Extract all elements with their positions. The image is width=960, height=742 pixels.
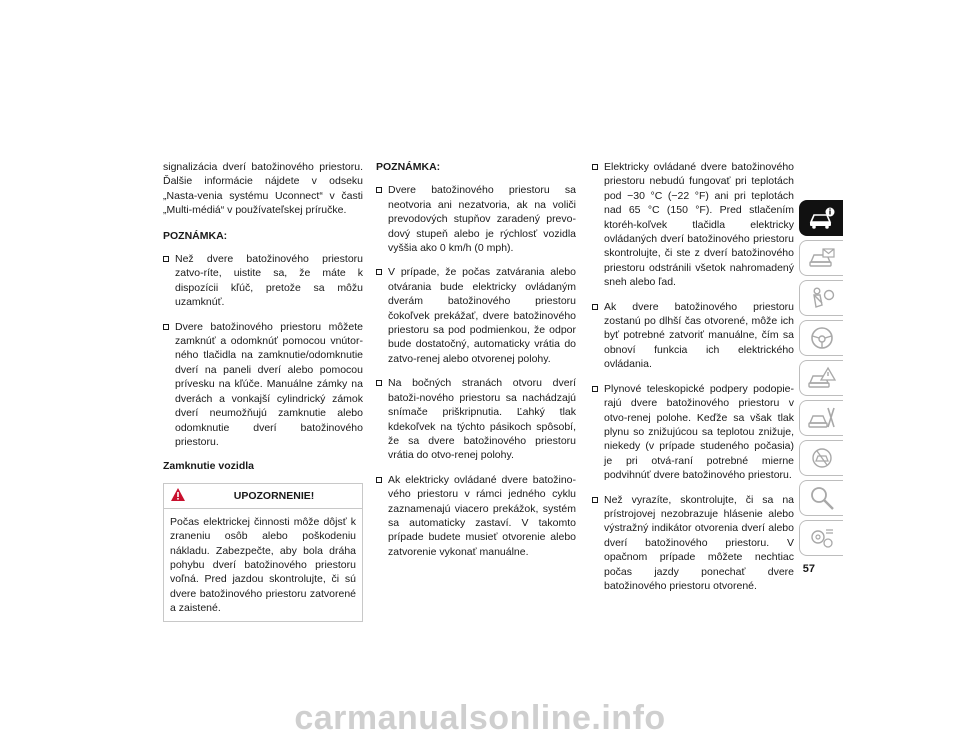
note-heading: POZNÁMKA: [376, 161, 441, 173]
intro-paragraph: signalizácia dverí batožinového priestoru. Ďalšie informácie nájdete v odseku „Nasta-venia systému Uconnect“ v časti „Multi-médiá“ v používateľskej príručke. [163, 161, 363, 217]
column-3 [592, 160, 794, 603]
column-1 [163, 160, 363, 622]
checkbox-bullet-icon [163, 256, 169, 262]
checkbox-bullet-icon [163, 324, 169, 330]
tab-car-tools[interactable] [799, 400, 843, 436]
list-item: Než vyrazíte, skontrolujte, či sa na prístrojovej nezobrazuje hlásenie alebo výstražný indikátor otvorenia dverí alebo dverí batožinového priestoru. V opačnom prípade môžete nechtiac počas jazdy ponechať dvere batožinového priestoru otvorené. [592, 493, 794, 594]
tab-steering-wheel[interactable] [799, 320, 843, 356]
tab-seatbelt-airbag[interactable] [799, 280, 843, 316]
warning-triangle-icon [170, 487, 186, 502]
tab-car-warning[interactable] [799, 360, 843, 396]
note-heading: POZNÁMKA: [163, 229, 228, 242]
list-item: Dvere batožinového priestoru sa neotvoria ani nezatvoria, ak na voliči prevodových stupňov zaradený prevo-dový stupeň alebo je rýchlosť vozidla vyššia ako 0 km/h (0 mph). [376, 183, 576, 255]
settings-index-icon [808, 525, 836, 551]
warning-body: Počas elektrickej činnosti môže dôjsť k zraneniu osôb alebo poškodeniu nákladu. Zabezpečte, aby bola dráha pohybu dverí batožinového priestoru voľná. Pred jazdou skontrolujte, či sú dvere batožinového priestoru zatvorené a zaistené. [170, 515, 356, 615]
list-item: Plynové teleskopické podpery podopie-rajú dvere batožinového priestoru v otvo-renej polohe. Keďže sa však tlak plynu so znižujúcou sa teplotou znižuje, niekedy (v prípade studeného počasia) je pri otvá-raní potrebné mierne podvihnúť dvere batožinového priestoru. [592, 382, 794, 483]
tab-car-service[interactable] [799, 440, 843, 476]
checkbox-bullet-icon [592, 386, 598, 392]
car-service-icon [808, 445, 836, 471]
watermark: carmanualsonline.info [294, 699, 666, 737]
list-item: V prípade, že počas zatvárania alebo otvárania bude elektricky ovládaným dverám batožinového priestoru čokoľvek prekážať, dvere batožinového priestoru sa pod podmienkou, že odpor bude dostatočný, automaticky vrátia do zatvo-renej alebo otvorenej polohy. [376, 265, 576, 366]
checkbox-bullet-icon [376, 477, 382, 483]
list-item: Ak dvere batožinového priestoru zostanú po dlhší čas otvorené, môže ich byť potrebné zatvoriť manuálne, čím sa obnoví funkcia ich elektrického ovládania. [592, 300, 794, 372]
checkbox-bullet-icon [376, 269, 382, 275]
car-info-icon [808, 205, 836, 231]
tab-car-mail[interactable] [799, 240, 843, 276]
tab-settings-index[interactable] [799, 520, 843, 556]
car-tools-icon [808, 405, 836, 431]
list-item: Ak elektricky ovládané dvere batožino-vého priestoru v rámci jedného cyklu zaznamenajú viacero prekážok, systém sa automaticky zastaví. V takomto prípade budete musieť otvorenie alebo zatvorenie vykonať manuálne. [376, 473, 576, 559]
list-item: Elektricky ovládané dvere batožinového priestoru nebudú fungovať pri teplotách pod −30 °C (−22 °F) ani pri teplotách nad 65 °C (150 °F). Pred stlačením ktoréh-koľvek tlačidla elektricky ovládaných dverí batožinového priestoru skontrolujte, či ste z dverí batožinového priestoru odstránili všetok nahromadený sneh alebo ľad. [592, 160, 794, 290]
chapter-tabs [799, 200, 843, 560]
checkbox-bullet-icon [376, 187, 382, 193]
note-list [592, 160, 794, 593]
warning-title: UPOZORNENIE! [233, 489, 315, 502]
checkbox-bullet-icon [592, 497, 598, 503]
list-item: Na bočných stranách otvoru dverí batoži-nového priestoru sa nachádzajú snímače priškripnutia. Ľahký tlak kdekoľvek na týchto pásikoch spôsobí, že sa dvere batožinového priestoru vrátia do otvo-renej polohy. [376, 376, 576, 462]
note-list [376, 183, 576, 559]
warning-header [164, 484, 362, 509]
section-heading: Zamknutie vozidla [163, 460, 255, 473]
tab-car-info[interactable] [799, 200, 843, 236]
column-2 [376, 160, 576, 569]
checkbox-bullet-icon [592, 304, 598, 310]
steering-wheel-icon [808, 325, 836, 351]
magnifier-icon [808, 485, 836, 511]
list-item: Než dvere batožinového priestoru zatvo-ríte, uistite sa, že máte k dispozícii kľúč, pretože sa môžu uzamknúť. [163, 252, 363, 310]
seatbelt-airbag-icon [808, 285, 836, 311]
car-mail-icon [808, 245, 836, 271]
page-number: 57 [802, 563, 815, 575]
checkbox-bullet-icon [592, 164, 598, 170]
car-warning-icon [808, 365, 836, 391]
list-item: Dvere batožinového priestoru môžete zamknúť a odomknúť pomocou vnútor-ného tlačidla na zamknutie/odomknutie dverí na paneli dverí alebo pomocou prívesku na kľúče. Manuálne zámky na dverách a vonkajší cylindrický zámok dverí neumožňujú zamknutie alebo odomknutie dverí batožinového priestoru. [163, 320, 363, 450]
tab-search[interactable] [799, 480, 843, 516]
checkbox-bullet-icon [376, 380, 382, 386]
warning-box [163, 483, 363, 622]
note-list [163, 252, 363, 449]
